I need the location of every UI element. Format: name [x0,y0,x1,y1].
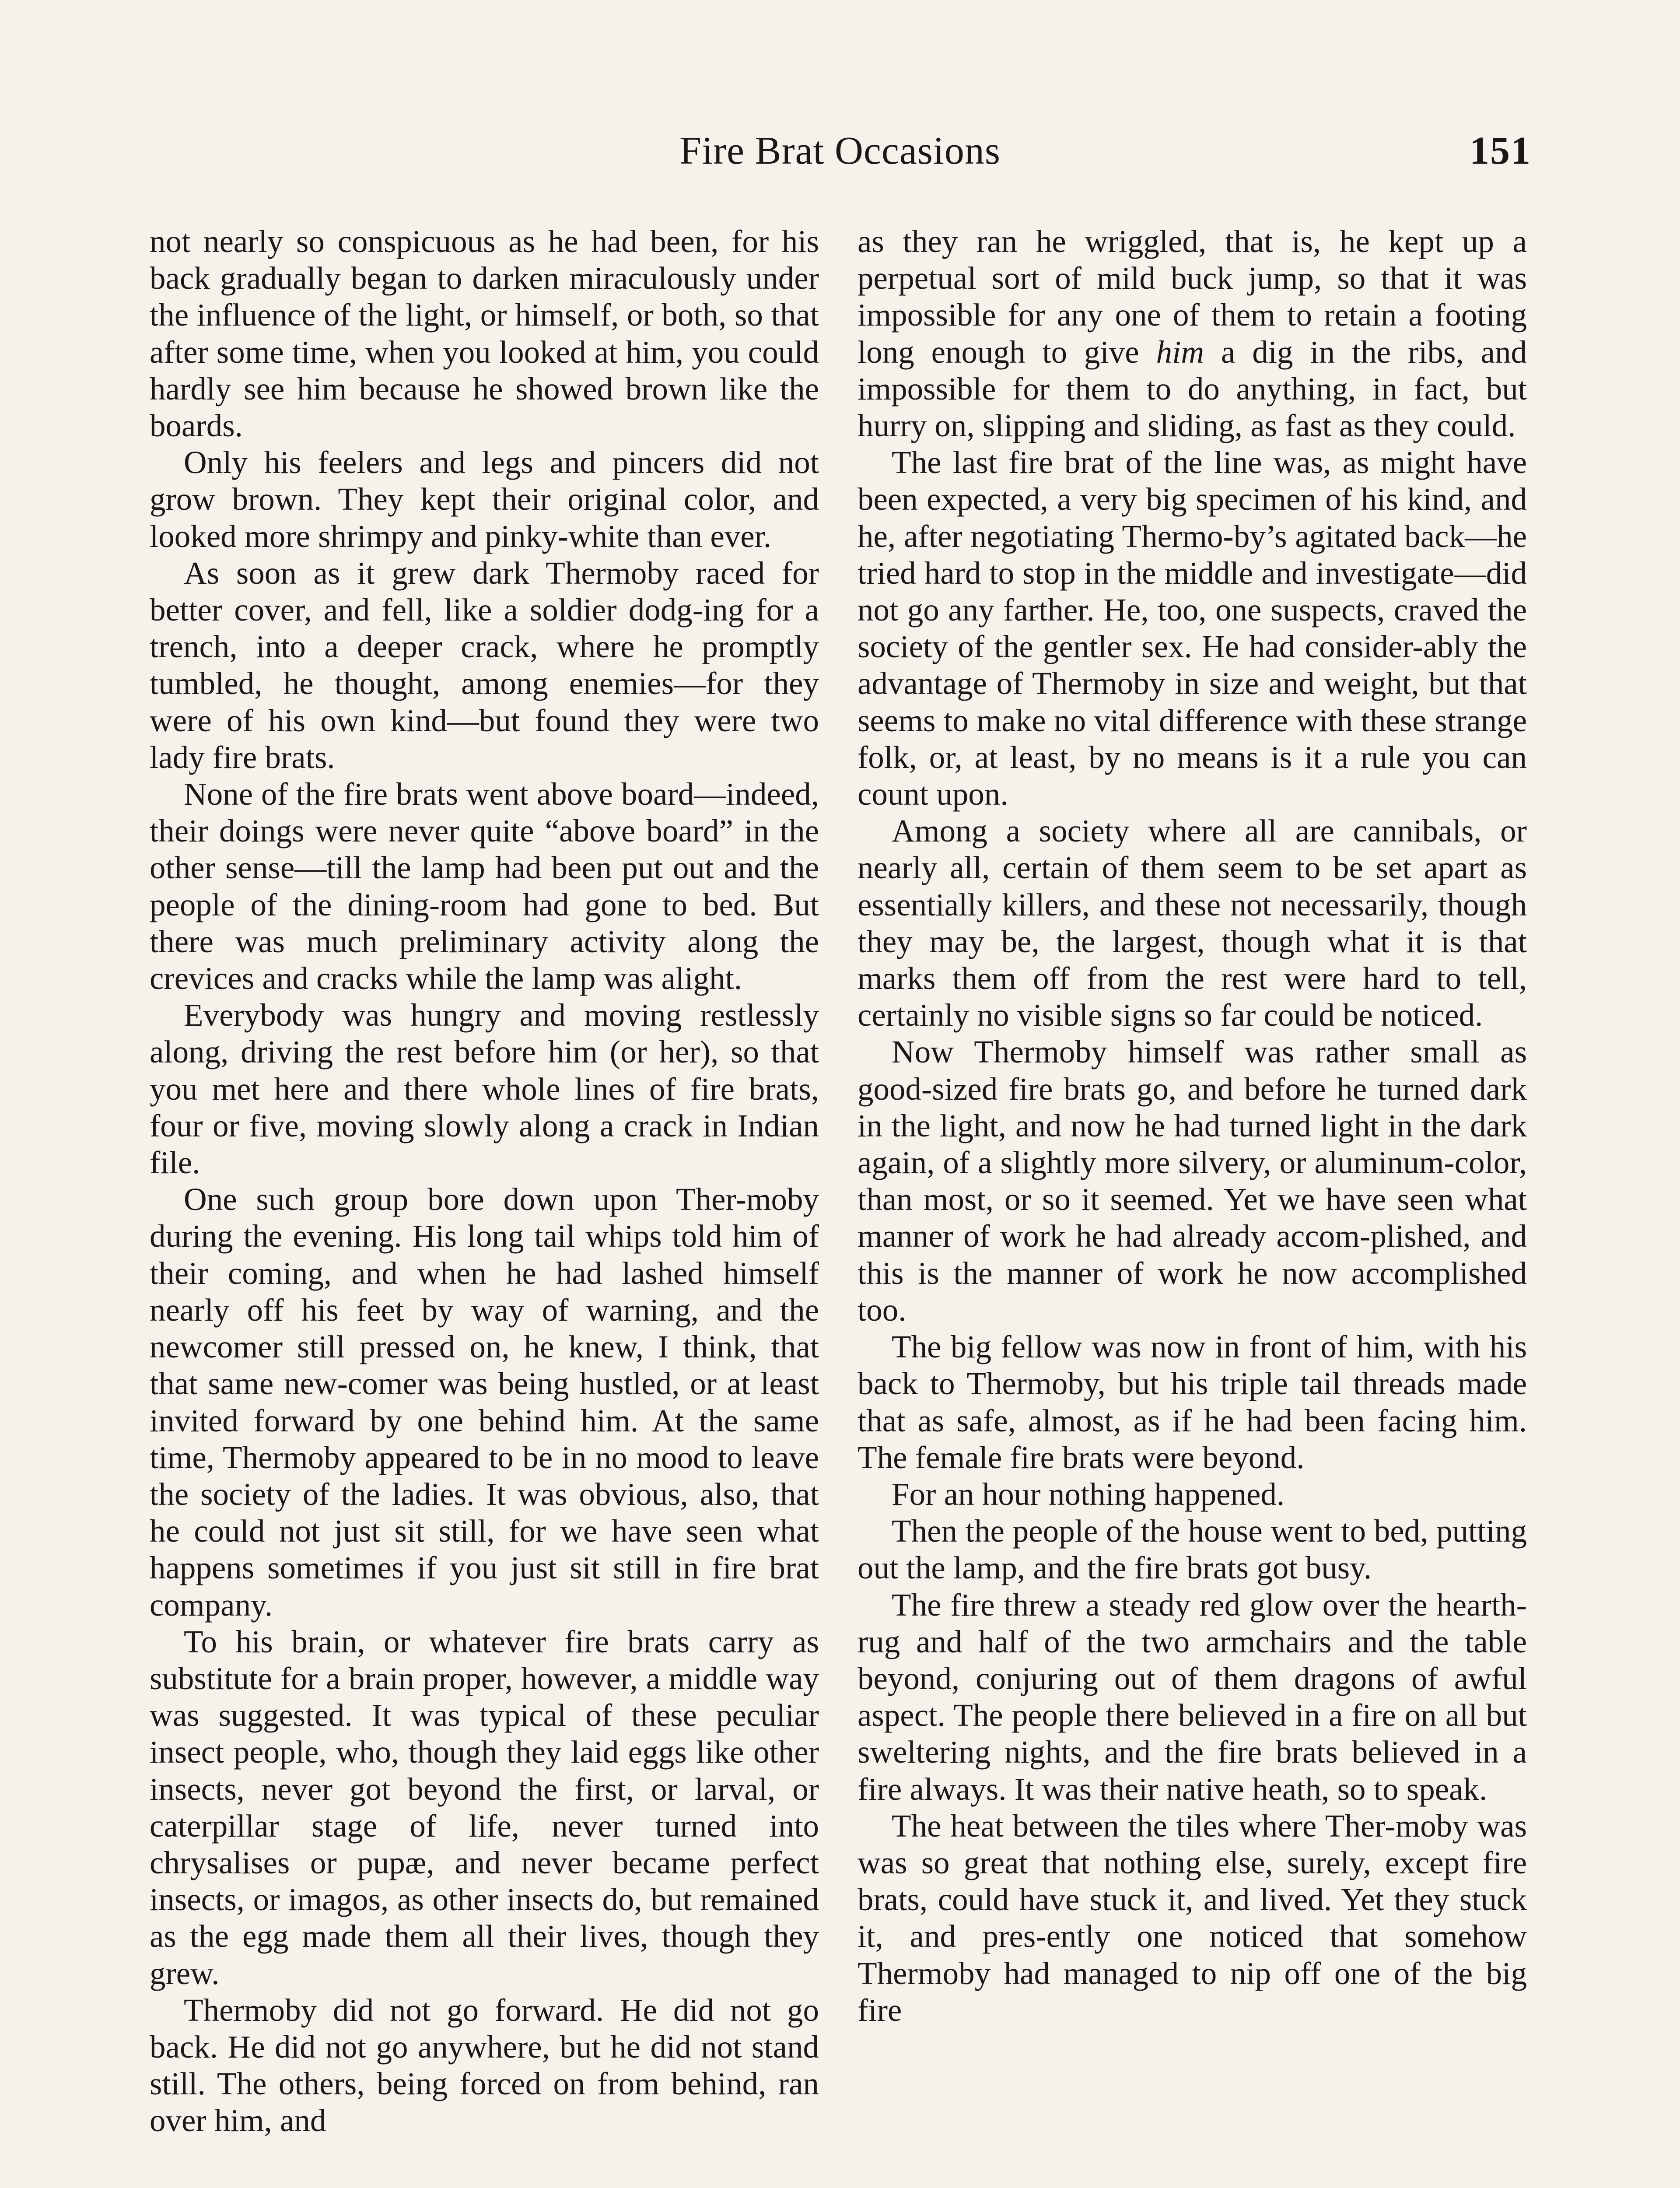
paragraph: The last fire brat of the line was, as might have been expected, a very big specimen of his kind, and he, after negotiating Thermo-by’s agitated back—he tried hard to stop in the middle and investigate—did not go any farther. He, too, one suspects, craved the society of the gentler sex. He had consider-ably the advantage of Thermoby in size and weight, but that seems to make no vital difference with these strange folk, or, at least, by no means is it a rule you can count upon. [858,445,1527,812]
paragraph: The fire threw a steady red glow over the hearth-rug and half of the two armchairs and the table beyond, conjuring out of them dragons of awful aspect. The people there believed in a fire on all but sweltering nights, and the fire brats believed in a fire always. It was their native heath, so to speak. [858,1587,1527,1807]
page-number: 151 [1470,129,1531,172]
continued-text-end: a dig in the ribs, and impossible for them to do anything, in fact, but hurry on, slipping and sliding, as fast as they could. [858,334,1527,444]
paragraph: To his brain, or whatever fire brats carry as substitute for a brain proper, however, a middle way was suggested. It was typical of these peculiar insect people, who, though they laid eggs like other insects, never got beyond the first, or larval, or caterpillar stage of life, never turned into chrysalises or pupæ, and never became perfect insects, or imagos, as other insects do, but remained as the egg made them all their lives, though they grew. [150,1623,819,1991]
paragraph: As soon as it grew dark Thermoby raced for better cover, and fell, like a soldier dodg-ing for a trench, into a deeper crack, where he promptly tumbled, he thought, among enemies—for they were of his own kind—but found they were two lady fire brats. [150,555,819,775]
paragraph: The big fellow was now in front of him, with his back to Thermoby, but his triple tail threads made that as safe, almost, as if he had been facing him. The female fire brats were beyond. [858,1329,1527,1475]
paragraph: For an hour nothing happened. [892,1476,1285,1512]
left-column [150,223,819,2139]
paragraph: Now Thermoby himself was rather small as good-sized fire brats go, and before he turned dark in the light, and now he had turned light in the dark again, of a slightly more silvery, or aluminum-color, than most, or so it seemed. Yet we have seen what manner of work he had already accom-plished, and this is the manner of work he now accomplished too. [858,1034,1527,1328]
paragraph-continued [858,223,1527,444]
paragraph: None of the fire brats went above board—indeed, their doings were never quite “above board” in the other sense—till the lamp had been put out and the people of the dining-room had gone to bed. But there was much preliminary activity along the crevices and cracks while the lamp was alight. [150,776,819,996]
page-header [149,120,1531,182]
paragraph: Only his feelers and legs and pincers did not grow brown. They kept their original color, and looked more shrimpy and pinky-white than ever. [150,445,819,554]
paragraph: Among a society where all are cannibals, or nearly all, certain of them seem to be set apart as essentially killers, and these not necessarily, though they may be, the largest, though what it is that marks them off from the rest were hard to tell, certainly no visible signs so far could be noticed. [858,813,1527,1033]
paragraph: Thermoby did not go forward. He did not go back. He did not go anywhere, but he did not stand still. The others, being forced on from behind, ran over him, and [150,1992,819,2139]
emphasized-word: him [1156,334,1204,370]
running-title: Fire Brat Occasions [679,129,1001,172]
paragraph: One such group bore down upon Ther-moby during the evening. His long tail whips told him of their coming, and when he had lashed himself nearly off his feet by way of warning, and the newcomer still pressed on, he knew, I think, that that same new-comer was being hustled, or at least invited forward by one behind him. At the same time, Thermoby appeared to be in no mood to leave the society of the ladies. It was obvious, also, that he could not just sit still, for we have seen what happens sometimes if you just sit still in fire brat company. [150,1182,819,1623]
paragraph: Everybody was hungry and moving restlessly along, driving the rest before him (or her), so that you met here and there whole lines of fire brats, four or five, moving slowly along a crack in Indian file. [150,997,819,1181]
paragraph: The heat between the tiles where Ther-moby was was so great that nothing else, surely, except fire brats, could have stuck it, and lived. Yet they stuck it, and pres-ently one noticed that somehow Thermoby had managed to nip off one of the big fire [858,1808,1527,2028]
paragraph: not nearly so conspicuous as he had been, for his back gradually began to darken miraculously under the influence of the light, or himself, or both, so that after some time, when you looked at him, you could hardly see him because he showed brown like the boards. [150,224,819,444]
right-column [858,223,1527,2029]
paragraph: Then the people of the house went to bed, putting out the lamp, and the fire brats got busy. [858,1513,1527,1586]
continued-text: as they ran he wriggled, that is, he kept up a perpetual sort of mild buck jump, so that it was impossible for any one of them to retain a footing long enough to give [858,224,1527,370]
